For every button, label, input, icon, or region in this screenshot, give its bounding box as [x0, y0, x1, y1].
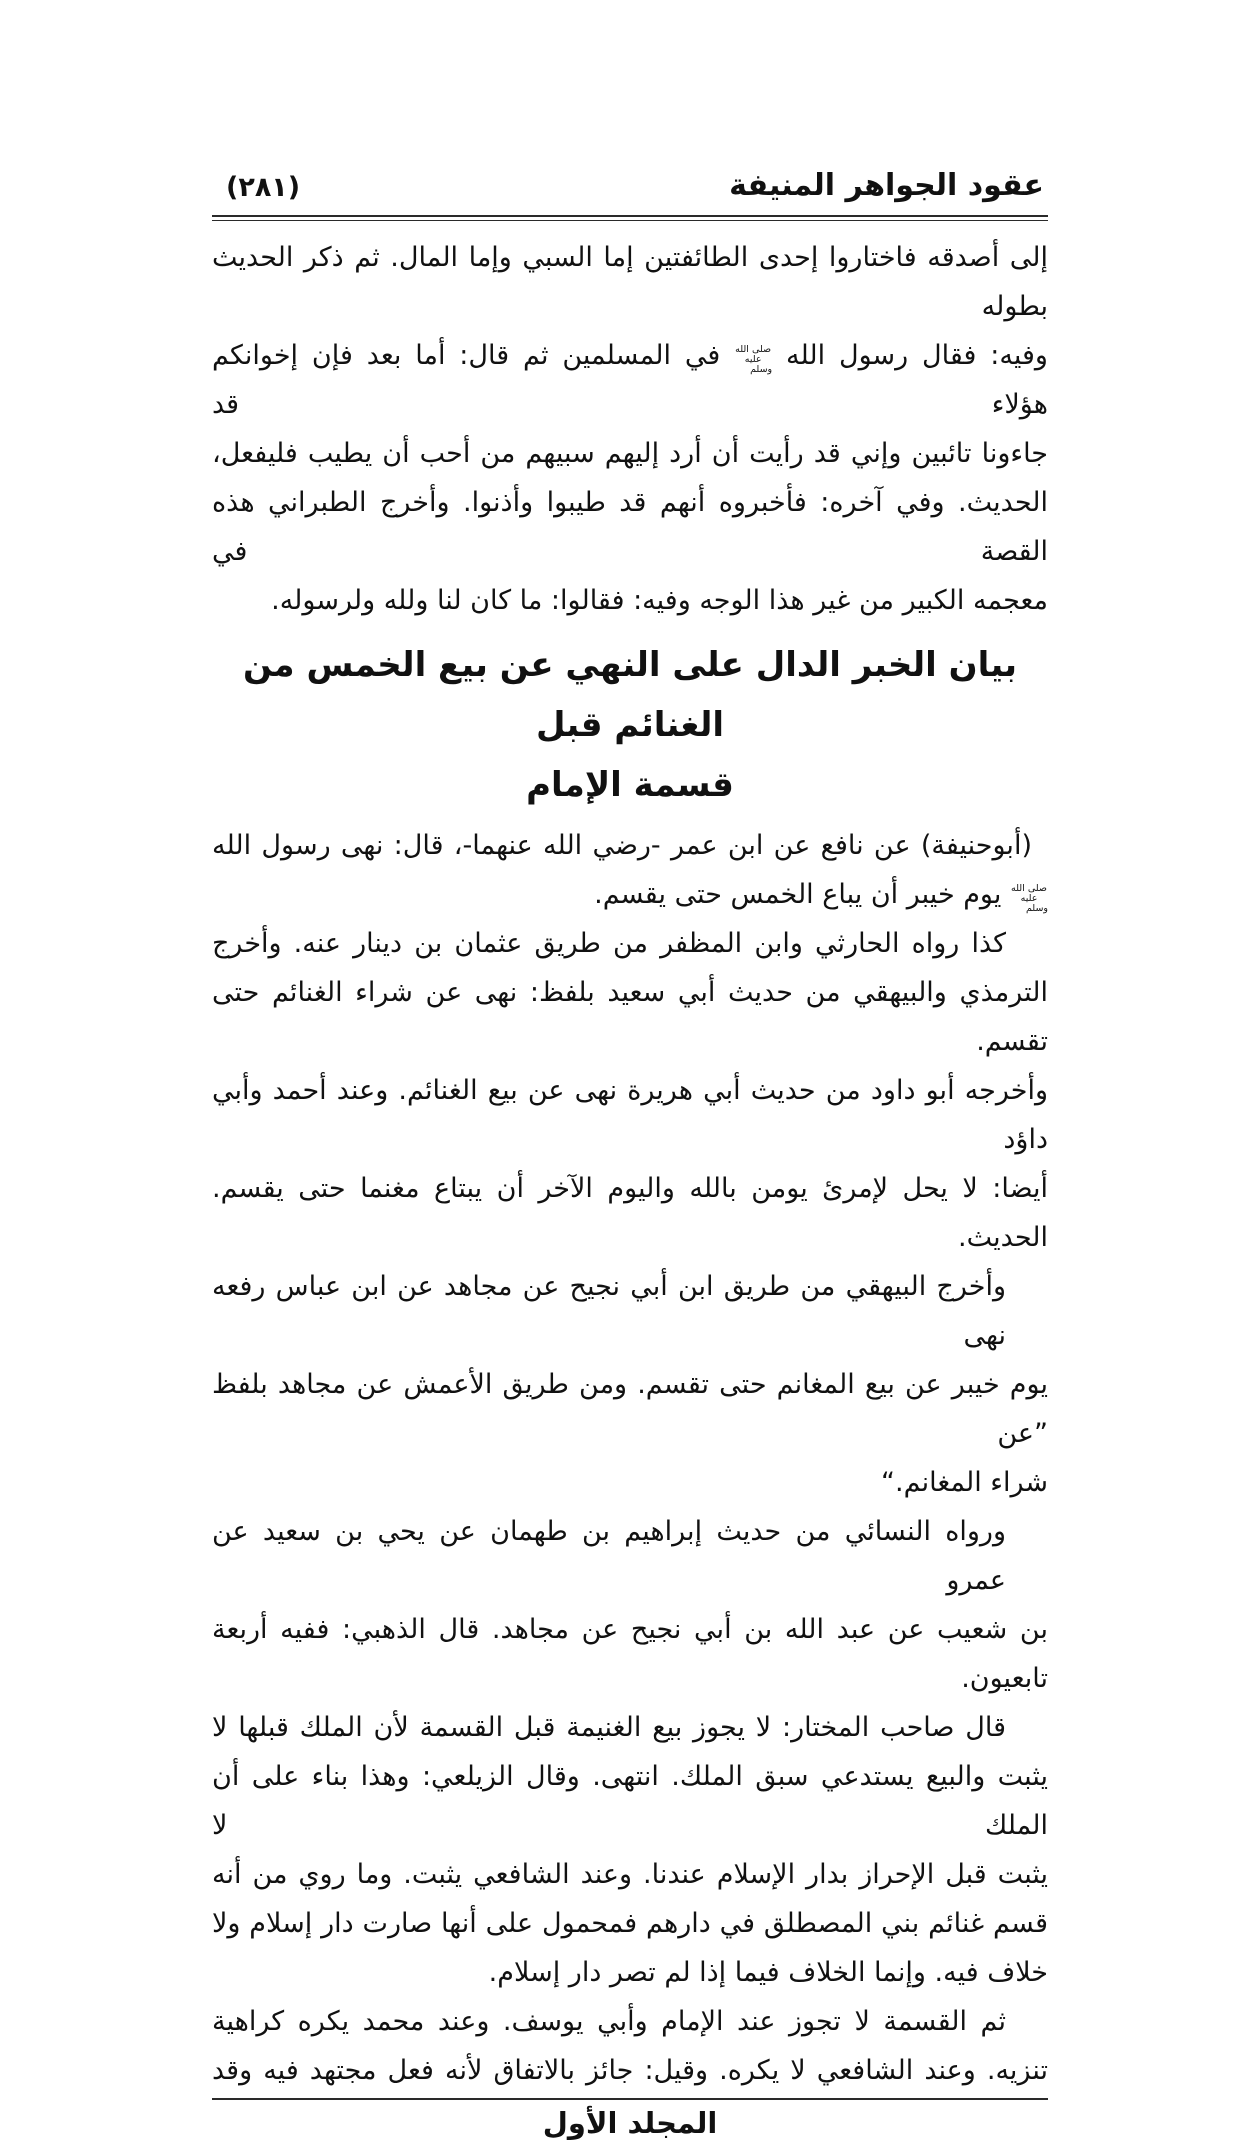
body-line: ثم القسمة لا تجوز عند الإمام وأبي يوسف. وعند محمد يكره كراهية [212, 2006, 1006, 2037]
page-header [212, 168, 1048, 203]
footer-rule [212, 2098, 1048, 2100]
body-line-segment: في المسلمين ثم قال: أما بعد فإن إخوانكم هؤلاء قد [212, 340, 1048, 420]
body-line: وأخرجه أبو داود من حديث أبي هريرة نهى عن بيع الغنائم. وعند أحمد وأبي داؤد [212, 1075, 1048, 1155]
body-line: بن شعيب عن عبد الله بن أبي نجيح عن مجاهد. قال الذهبي: ففيه أربعة تابعيون. [212, 1614, 1048, 1694]
body-line: الترمذي والبيهقي من حديث أبي سعيد بلفظ: نهى عن شراء الغنائم حتى تقسم. [212, 977, 1048, 1057]
body-line: يوم خيبر عن بيع المغانم حتى تقسم. ومن طريق الأعمش عن مجاهد بلفظ ”عن [212, 1369, 1048, 1449]
body-line: شراء المغانم.“ [881, 1467, 1048, 1498]
body-line: ورواه النسائي من حديث إبراهيم بن طهمان عن يحي بن سعيد عن عمرو [212, 1516, 1006, 1596]
body-line: قسم غنائم بني المصطلق في دارهم فمحمول على أنها صارت دار إسلام ولا [212, 1908, 1048, 1939]
page-number: (٢٨١) [226, 172, 301, 203]
body-line: وأخرج البيهقي من طريق ابن أبي نجيح عن مجاهد عن ابن عباس رفعه نهى [212, 1271, 1006, 1351]
body-line: خلاف فيه. وإنما الخلاف فيما إذا لم تصر دار إسلام. [488, 1957, 1048, 1988]
volume-label: المجلد الأول [542, 2106, 718, 2140]
body-line: يثبت قبل الإحراز بدار الإسلام عندنا. وعند الشافعي يثبت. وما روي من أنه [212, 1859, 1048, 1890]
body-line: قال صاحب المختار: لا يجوز بيع الغنيمة قبل القسمة لأن الملك قبلها لا [212, 1712, 1006, 1743]
body-line: إلى أصدقه فاختاروا إحدى الطائفتين إما السبي وإما المال. ثم ذكر الحديث بطوله [212, 242, 1048, 322]
section-heading-line1: بيان الخبر الدال على النهي عن بيع الخمس من الغنائم قبل [242, 645, 1018, 745]
body-line: تنزيه. وعند الشافعي لا يكره. وقيل: جائز بالاتفاق لأنه فعل مجتهد فيه وقد [212, 2055, 1048, 2086]
section-heading-line2: قسمة الإمام [526, 765, 734, 805]
body-line-segment: وفيه: فقال رسول الله [785, 340, 1048, 371]
book-title: عقود الجواهر المنيفة [729, 168, 1044, 203]
body-line: أيضا: لا يحل لإمرئ يومن بالله واليوم الآخر أن يبتاع مغنما حتى يقسم. الحديث. [212, 1173, 1048, 1253]
body-line: معجمه الكبير من غير هذا الوجه وفيه: فقالوا: ما كان لنا ولله ولرسوله. [271, 585, 1048, 616]
pbuh-symbol: صلى الله عليه وسلم [735, 344, 773, 375]
body-line-segment: يوم خيبر أن يباع الخمس حتى يقسم. [594, 879, 1002, 910]
text-block [212, 168, 1048, 2140]
pbuh-symbol: صلى الله عليه وسلم [1011, 883, 1048, 914]
header-rule [212, 215, 1048, 221]
body-line: جاءونا تائبين وإني قد رأيت أن أرد إليهم سبيهم من أحب أن يطيب فليفعل، [212, 438, 1048, 469]
body-line: كذا رواه الحارثي وابن المظفر من طريق عثمان بن دينار عنه. وأخرج [212, 928, 1006, 959]
body-line: الحديث. وفي آخره: فأخبروه أنهم قد طيبوا وأذنوا. وأخرج الطبراني هذه القصة في [212, 487, 1048, 567]
body-line: (أبوحنيفة) عن نافع عن ابن عمر -رضي الله عنهما-، قال: نهى رسول الله [212, 830, 1032, 861]
body-line [212, 870, 1048, 919]
body-line [212, 331, 1048, 429]
section-heading [212, 635, 1048, 815]
body-text [212, 233, 1048, 2095]
body-line: يثبت والبيع يستدعي سبق الملك. انتهى. وقال الزيلعي: وهذا بناء على أن الملك لا [212, 1761, 1048, 1841]
